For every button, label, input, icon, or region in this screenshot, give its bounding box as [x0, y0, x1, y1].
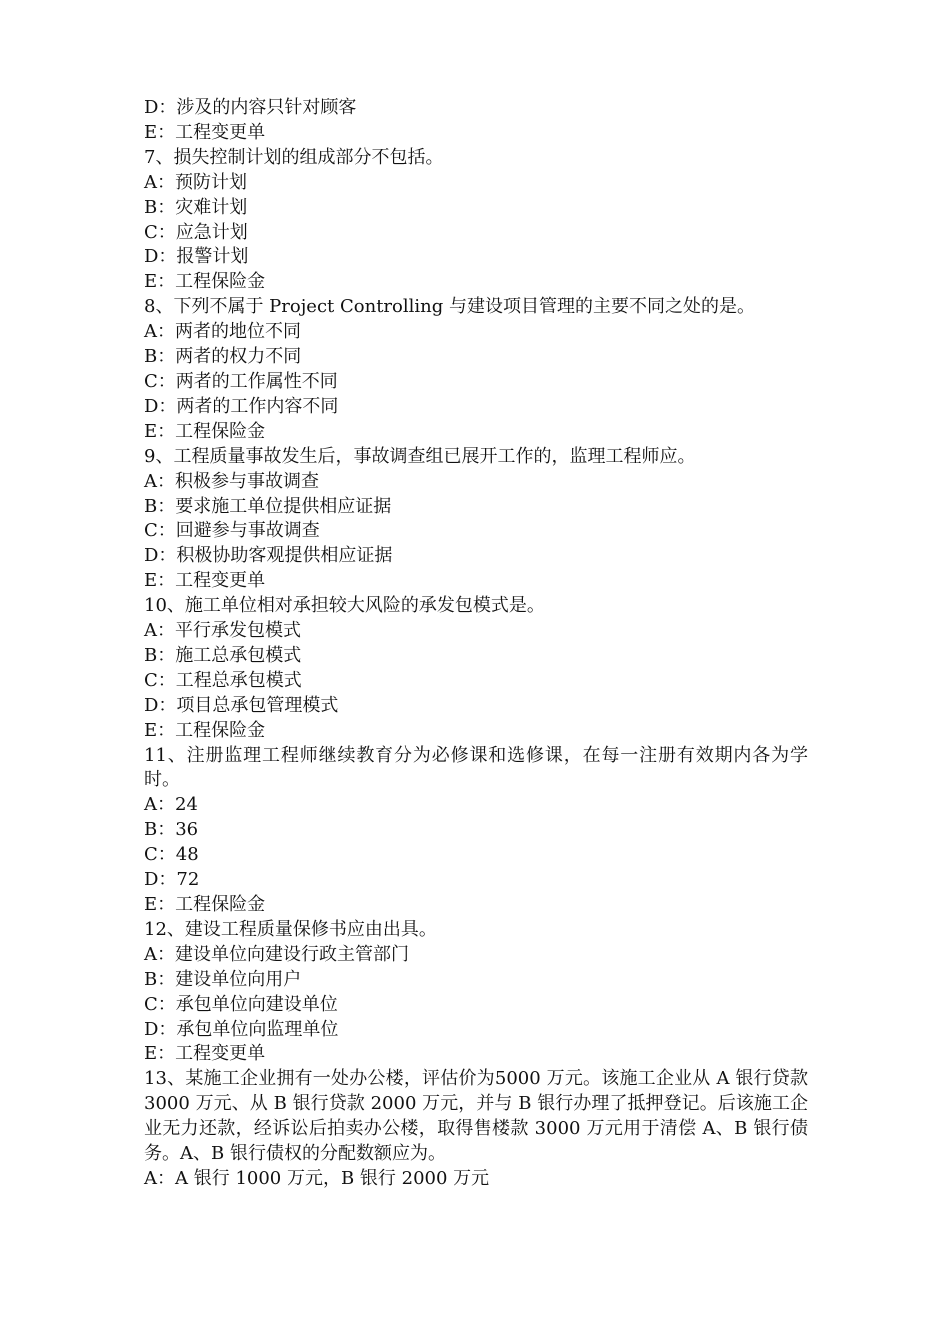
option-text: C：工程总承包模式: [144, 669, 302, 691]
document-page: [144, 96, 814, 1192]
option-text: B：建设单位向用户: [144, 968, 302, 990]
option-text: D：项目总承包管理模式: [144, 694, 339, 716]
option-text: A：平行承发包模式: [144, 620, 301, 642]
option-text: A：预防计划: [144, 171, 247, 193]
option-text: C：两者的工作属性不同: [144, 370, 338, 392]
option-text: D：涉及的内容只针对顾客: [144, 97, 357, 118]
option-text: D：积极协助客观提供相应证据: [144, 545, 393, 567]
option-text: C：应急计划: [144, 221, 248, 243]
option-text: D：报警计划: [144, 246, 249, 268]
option-text: D：承包单位向监理单位: [144, 1018, 339, 1040]
option-text: D：72: [144, 869, 200, 891]
option-text: D：两者的工作内容不同: [144, 395, 339, 417]
option-text: B：36: [144, 819, 199, 841]
option-text: A：积极参与事故调查: [144, 470, 319, 492]
option-text: E：工程保险金: [144, 420, 266, 442]
option-text: E：工程变更单: [144, 570, 266, 592]
option-text: A：24: [144, 794, 198, 816]
option-text: E：工程变更单: [144, 1043, 266, 1065]
option-text: B：灾难计划: [144, 196, 248, 218]
option-text: B：施工总承包模式: [144, 644, 302, 666]
option-text: A：建设单位向建设行政主管部门: [144, 943, 409, 965]
option-text: E：工程保险金: [144, 894, 266, 915]
option-text: E：工程保险金: [144, 719, 266, 741]
option-text: E：工程保险金: [144, 271, 266, 293]
option-text: C：48: [144, 844, 199, 866]
option-text: E：工程变更单: [144, 121, 266, 143]
question-text: 11、注册监理工程师继续教育分为必修课和选修课，在每一注册有效期内各为学时。: [144, 744, 808, 791]
question-text: 13、某施工企业拥有一处办公楼，评估价为5000 万元。该施工企业从 A 银行贷款 3000 万元、从 B 银行贷款 2000 万元，并与 B 银行办理了抵押登记。后该施工企业无力还款，经诉讼后拍卖办公楼，取得售楼款 3000 万元用于清偿 A、B 银行债务。A、B 银行债权的分配数额应为。: [144, 1068, 814, 1165]
question-text: 8、下列不属于 Project Controlling 与建设项目管理的主要不同之处的是。: [144, 296, 755, 318]
option-text: A：A 银行 1000 万元，B 银行 2000 万元: [144, 1167, 490, 1189]
option-text: A：两者的地位不同: [144, 321, 301, 343]
question-text: 12、建设工程质量保修书应由出具。: [144, 918, 437, 940]
question-text: 10、施工单位相对承担较大风险的承发包模式是。: [144, 595, 545, 617]
option-text: C：承包单位向建设单位: [144, 993, 338, 1015]
question-text: 7、损失控制计划的组成部分不包括。: [144, 146, 444, 168]
option-text: C：回避参与事故调查: [144, 520, 320, 542]
option-text: B：要求施工单位提供相应证据: [144, 495, 392, 517]
option-text: B：两者的权力不同: [144, 346, 302, 368]
question-text: 9、工程质量事故发生后，事故调查组已展开工作的，监理工程师应。: [144, 445, 696, 467]
